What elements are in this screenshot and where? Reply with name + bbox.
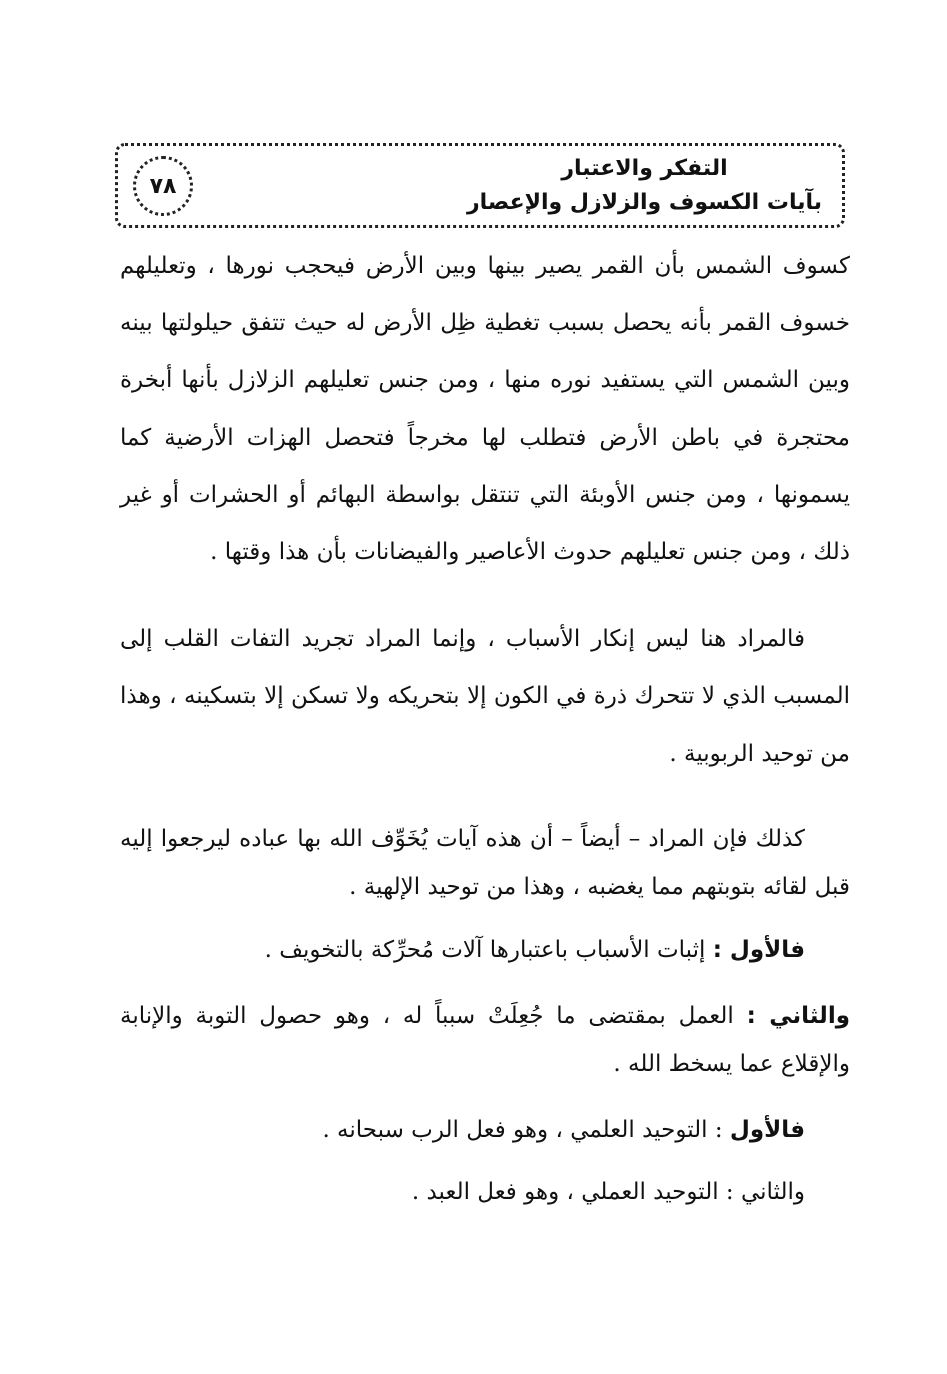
paragraph-3: كذلك فإن المراد – أيضاً – أن هذه آيات يُخَوِّف الله بها عباده ليرجعوا إليه قبل لقائه بتوبتهم مما يغضبه ، وهذا من توحيد الإلهية .	[120, 825, 850, 900]
page-header	[115, 143, 845, 228]
page-body	[120, 238, 850, 1216]
paragraph-2: فالمراد هنا ليس إنكار الأسباب ، وإنما المراد تجريد التفات القلب إلى المسبب الذي لا تتحرك ذرة في الكون إلا بتحريكه ولا تسكن إلا بتسكينه ، وهذا من توحيد الربوبية .	[120, 626, 850, 767]
paragraph-5-lead: والثاني :	[746, 1002, 851, 1029]
page-number: ٧٨	[133, 156, 193, 216]
paragraph-4	[120, 926, 850, 974]
paragraph-6-lead: فالأول	[729, 1116, 805, 1143]
paragraph-6	[120, 1106, 850, 1154]
paragraph-4-text: إثبات الأسباب باعتبارها آلات مُحرِّكة بالتخويف .	[264, 936, 713, 963]
paragraph-7: والثاني : التوحيد العملي ، وهو فعل العبد .	[411, 1178, 805, 1205]
paragraph-1: كسوف الشمس بأن القمر يصير بينها وبين الأرض فيحجب نورها ، وتعليلهم خسوف القمر بأنه يحصل بسبب تغطية ظِل الأرض له حيث تتفق حيلولتها بينه وبين الشمس التي يستفيد نوره منها ، ومن جنس تعليلهم الزلازل بأنها أبخرة محتجرة في باطن الأرض فتطلب لها مخرجاً فتحصل الهزات الأرضية كما يسمونها ، ومن جنس الأوبئة التي تنتقل بواسطة البهائم أو الحشرات أو غير ذلك ، ومن جنس تعليلهم حدوث الأعاصير والفيضانات بأن هذا وقتها .	[120, 253, 850, 566]
header-title-line-2: بآيات الكسوف والزلازل والإعصار	[467, 190, 822, 215]
header-title	[467, 152, 822, 220]
paragraph-6-text: : التوحيد العلمي ، وهو فعل الرب سبحانه .	[322, 1116, 730, 1143]
paragraph-5	[120, 992, 850, 1088]
paragraph-5-text: العمل بمقتضى ما جُعِلَتْ سبباً له ، وهو حصول التوبة والإنابة والإقلاع عما يسخط الله .	[120, 1002, 850, 1077]
paragraph-4-lead: فالأول :	[712, 936, 805, 963]
header-title-line-1: التفكر والاعتبار	[561, 156, 728, 181]
